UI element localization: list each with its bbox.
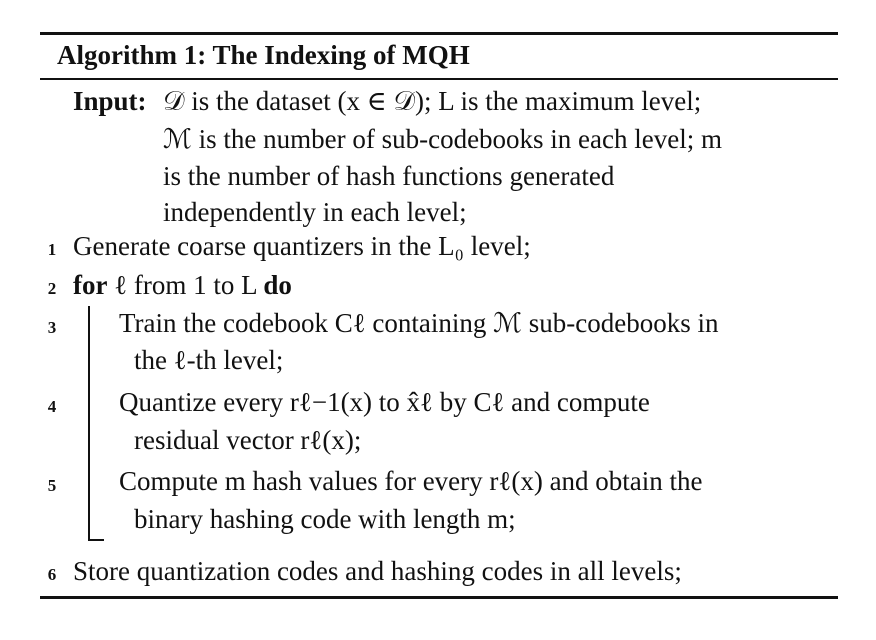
step-5-line-2: binary hashing code with length m; xyxy=(134,504,516,534)
input-line-1: 𝒟 is the dataset (x ∈ 𝒟); L is the maximum level; xyxy=(163,86,702,116)
header-rule xyxy=(40,78,838,80)
line-number-2: 2 xyxy=(47,279,57,298)
input-line-3: is the number of hash functions generated xyxy=(163,161,615,191)
input-line-4: independently in each level; xyxy=(163,197,467,227)
for-condition: ℓ from 1 to L xyxy=(107,270,264,300)
input-line-2: ℳ is the number of sub-codebooks in each level; m xyxy=(163,124,722,154)
step-3-line-1: Train the codebook Cℓ containing ℳ sub-codebooks in xyxy=(119,308,719,338)
bottom-rule xyxy=(40,596,838,599)
input-label: Input: xyxy=(73,86,147,116)
line-number-3: 3 xyxy=(47,318,57,337)
line-number-4: 4 xyxy=(47,397,57,416)
loop-bracket-foot xyxy=(88,539,104,541)
top-rule xyxy=(40,32,838,35)
step-2-text xyxy=(73,269,292,301)
step-4-line-2: residual vector rℓ(x); xyxy=(134,425,362,455)
line-number-1: 1 xyxy=(47,240,57,259)
for-keyword: for xyxy=(73,270,108,300)
loop-bracket-vertical xyxy=(88,306,90,540)
step-4-line-1: Quantize every rℓ−1(x) to x̂ℓ by Cℓ and compute xyxy=(119,387,650,417)
step-1-text: Generate coarse quantizers in the L₀ level; xyxy=(73,231,531,261)
step-5-line-1: Compute m hash values for every rℓ(x) and obtain the xyxy=(119,466,703,496)
algorithm-title: Algorithm 1: The Indexing of MQH xyxy=(57,40,470,70)
line-number-6: 6 xyxy=(47,565,57,584)
line-number-5: 5 xyxy=(47,476,57,495)
step-3-line-2: the ℓ-th level; xyxy=(134,345,284,375)
do-keyword: do xyxy=(263,270,292,300)
step-6-text: Store quantization codes and hashing codes in all levels; xyxy=(73,556,682,586)
